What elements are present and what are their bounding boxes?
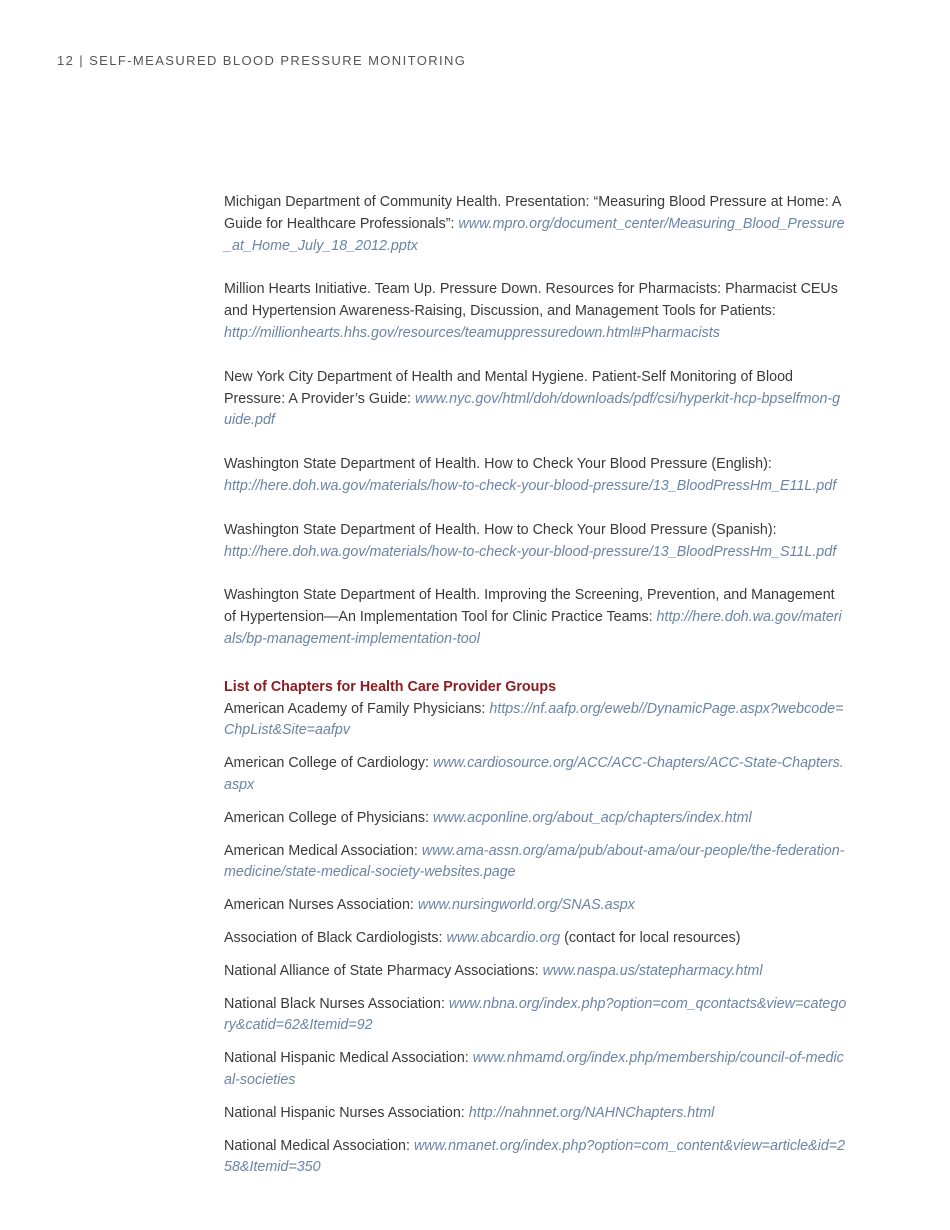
chapter-org: National Hispanic Medical Association: <box>224 1050 473 1067</box>
chapter-entry-nbna <box>224 994 848 1038</box>
chapter-org: Association of Black Cardiologists: <box>224 929 447 946</box>
document-title: SELF-MEASURED BLOOD PRESSURE MONITORING <box>89 53 467 68</box>
chapter-link[interactable]: www.nursingworld.org/SNAS.aspx <box>417 897 635 914</box>
chapter-entry-acp <box>224 808 848 830</box>
reference-source: Million Hearts Initiative. Team Up. Pressure Down. Resources for Pharmacists: Pharmacist CEUs and Hypertension Awareness-Raising, Discussion, and Management Tools for Patients: <box>224 281 838 320</box>
reference-washington-implementation <box>224 585 848 650</box>
chapter-entry-nma <box>224 1136 848 1180</box>
chapter-link[interactable]: www.nmanet.org/index.php?option=com_content&view=article&id=258&Itemid=350 <box>224 1137 846 1176</box>
chapters-list <box>224 699 848 1180</box>
chapter-entry-ana <box>224 895 848 917</box>
reference-michigan <box>224 192 848 257</box>
reference-source: New York City Department of Health and Mental Hygiene. Patient-Self Monitoring of Blood Pressure: A Provider’s Guide: <box>224 368 793 407</box>
reference-link[interactable]: http://millionhearts.hhs.gov/resources/teamuppressuredown.html#Pharmacists <box>224 324 720 341</box>
chapter-link[interactable]: www.nbna.org/index.php?option=com_qcontacts&view=category&catid=62&Itemid=92 <box>224 995 847 1034</box>
chapter-link[interactable]: www.abcardio.org <box>446 929 561 946</box>
chapter-suffix: (contact for local resources) <box>560 929 741 946</box>
reference-source: Washington State Department of Health. Improving the Screening, Prevention, and Management of Hypertension—An Implementation Tool for Clinic Practice Teams: <box>224 587 835 626</box>
reference-source: Michigan Department of Community Health. Presentation: “Measuring Blood Pressure at Home: A Guide for Healthcare Professionals”: <box>224 194 841 232</box>
header-separator: | <box>79 53 85 68</box>
chapter-org: National Black Nurses Association: <box>224 995 449 1012</box>
reference-washington-english <box>224 454 848 498</box>
chapter-entry-aafp <box>224 699 848 743</box>
chapter-link[interactable]: http://nahnnet.org/NAHNChapters.html <box>468 1104 715 1121</box>
chapter-entry-acc <box>224 753 848 797</box>
chapter-entry-nhma <box>224 1048 848 1092</box>
chapter-org: American College of Physicians: <box>224 809 433 826</box>
page-content <box>224 192 848 1190</box>
chapters-heading: List of Chapters for Health Care Provider Groups <box>224 678 557 695</box>
reference-link[interactable]: www.nyc.gov/html/doh/downloads/pdf/csi/hyperkit-hcp-bpselfmon-guide.pdf <box>224 390 841 429</box>
chapter-org: National Hispanic Nurses Association: <box>224 1104 469 1121</box>
chapter-link[interactable]: www.cardiosource.org/ACC/ACC-Chapters/ACC-State-Chapters.aspx <box>224 755 844 793</box>
reference-link[interactable]: http://here.doh.wa.gov/materials/bp-management-implementation-tool <box>224 609 842 647</box>
page-number: 12 <box>57 53 75 68</box>
chapter-org: National Medical Association: <box>224 1137 414 1154</box>
chapter-org: American College of Cardiology: <box>224 755 433 772</box>
reference-link[interactable]: http://here.doh.wa.gov/materials/how-to-check-your-blood-pressure/13_BloodPressHm_S11L.pdf <box>224 543 837 560</box>
chapter-link[interactable]: www.ama-assn.org/ama/pub/about-ama/our-people/the-federation-medicine/state-medical-society-websites.page <box>224 842 845 881</box>
chapter-org: National Alliance of State Pharmacy Associations: <box>224 962 543 979</box>
reference-source: Washington State Department of Health. How to Check Your Blood Pressure (Spanish): <box>224 521 777 538</box>
chapter-entry-nahn <box>224 1103 848 1125</box>
reference-link[interactable]: www.mpro.org/document_center/Measuring_Blood_Pressure_at_Home_July_18_2012.pptx <box>224 215 845 254</box>
reference-washington-spanish <box>224 520 848 564</box>
reference-source: Washington State Department of Health. How to Check Your Blood Pressure (English): <box>224 456 772 473</box>
chapter-link[interactable]: https://nf.aafp.org/eweb//DynamicPage.aspx?webcode=ChpList&Site=aafpv <box>224 700 844 739</box>
reference-nyc <box>224 367 848 432</box>
reference-million-hearts <box>224 279 848 344</box>
chapter-link[interactable]: www.acponline.org/about_acp/chapters/index.html <box>433 809 752 826</box>
chapter-entry-ama <box>224 841 848 885</box>
chapter-entry-abc <box>224 928 848 950</box>
running-header <box>57 53 466 68</box>
chapter-entry-naspa <box>224 961 848 983</box>
chapter-link[interactable]: www.naspa.us/statepharmacy.html <box>542 962 763 979</box>
chapter-org: American Medical Association: <box>224 842 422 859</box>
chapter-org: American Nurses Association: <box>224 897 418 914</box>
reference-link[interactable]: http://here.doh.wa.gov/materials/how-to-check-your-blood-pressure/13_BloodPressHm_E11L.pdf <box>224 477 837 494</box>
chapter-link[interactable]: www.nhmamd.org/index.php/membership/council-of-medical-societies <box>224 1050 844 1088</box>
chapter-org: American Academy of Family Physicians: <box>224 700 490 717</box>
